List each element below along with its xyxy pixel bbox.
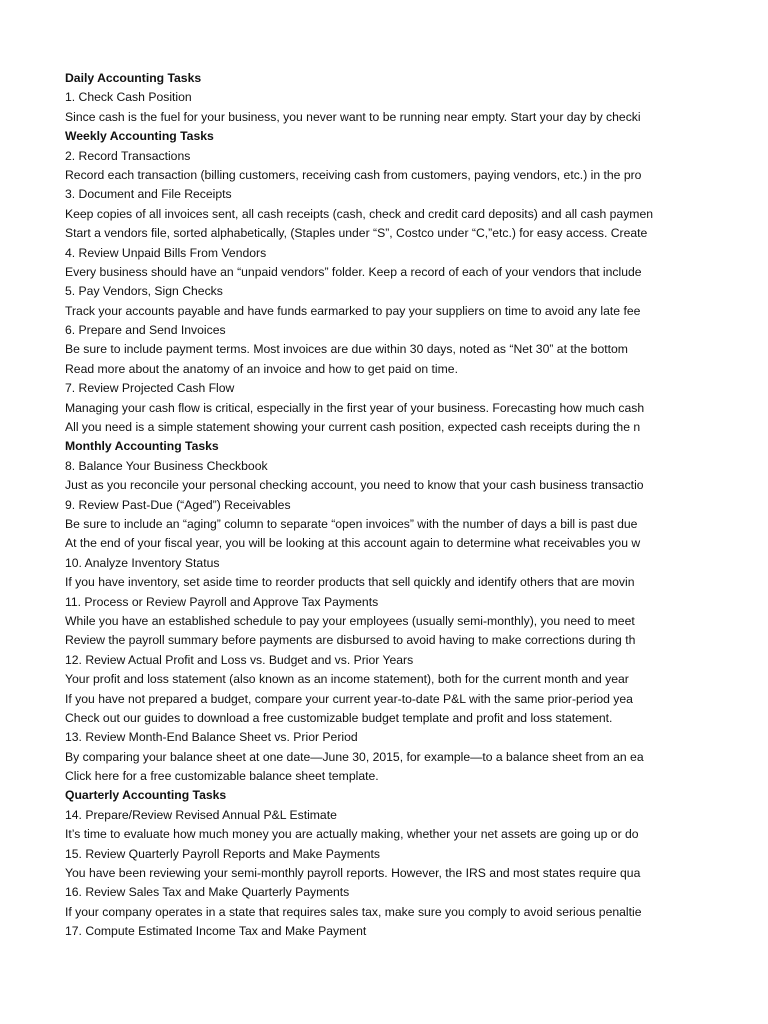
paragraph-line: Review the payroll summary before payments are disbursed to avoid having to make corrections during th [65, 633, 636, 648]
task-heading: 1. Check Cash Position [65, 90, 192, 105]
section-title: Quarterly Accounting Tasks [65, 788, 227, 803]
section-title: Daily Accounting Tasks [65, 71, 202, 85]
task-heading: 15. Review Quarterly Payroll Reports and Make Payments [65, 846, 380, 861]
paragraph-line: If your company operates in a state that requires sales tax, make sure you comply to avoid serious penaltie [65, 904, 642, 919]
paragraph-line: Keep copies of all invoices sent, all cash receipts (cash, check and credit card deposits) and all cash paymen [65, 206, 654, 221]
paragraph-line: Your profit and loss statement (also known as an income statement), both for the current month and year [65, 672, 629, 687]
task-heading: 13. Review Month-End Balance Sheet vs. Prior Period [65, 730, 358, 745]
task-heading: 11. Process or Review Payroll and Approve Tax Payments [65, 594, 379, 609]
paragraph-line: While you have an established schedule to pay your employees (usually semi-monthly), you need to meet [65, 613, 635, 628]
paragraph-line: All you need is a simple statement showing your current cash position, expected cash receipts during the n [65, 420, 641, 435]
paragraph-line: Be sure to include payment terms. Most invoices are due within 30 days, noted as “Net 30” at the bottom [65, 342, 628, 357]
paragraph-line: Track your accounts payable and have funds earmarked to pay your suppliers on time to avoid any late fee [65, 303, 641, 318]
section-title: Monthly Accounting Tasks [65, 439, 219, 454]
paragraph-line: Every business should have an “unpaid vendors” folder. Keep a record of each of your vendors that include [65, 264, 642, 279]
paragraph-line: Start a vendors file, sorted alphabetically, (Staples under “S”, Costco under “C,”etc.) for easy access. Create [65, 226, 648, 241]
task-heading: 14. Prepare/Review Revised Annual P&L Estimate [65, 807, 337, 822]
paragraph-line: Since cash is the fuel for your business, you never want to be running near empty. Start your day by checki [65, 109, 641, 124]
task-heading: 3. Document and File Receipts [65, 187, 232, 202]
document-body [65, 69, 657, 942]
paragraph-line: Be sure to include an “aging” column to separate “open invoices” with the number of days a bill is past due [65, 516, 638, 531]
paragraph-line: Click here for a free customizable balance sheet template. [65, 769, 379, 784]
task-heading: 6. Prepare and Send Invoices [65, 323, 226, 338]
paragraph-line: Just as you reconcile your personal checking account, you need to know that your cash business transactio [65, 478, 644, 493]
task-heading: 17. Compute Estimated Income Tax and Make Payment [65, 924, 367, 939]
paragraph-line: If you have not prepared a budget, compare your current year-to-date P&L with the same prior-period yea [65, 691, 633, 706]
paragraph-line: Managing your cash flow is critical, especially in the first year of your business. Forecasting how much cash [65, 400, 645, 415]
task-heading: 8. Balance Your Business Checkbook [65, 458, 268, 473]
paragraph-line: Record each transaction (billing customers, receiving cash from customers, paying vendors, etc.) in the pro [65, 167, 642, 182]
paragraph-line: Check out our guides to download a free customizable budget template and profit and loss statement. [65, 710, 613, 725]
task-heading: 9. Review Past-Due (“Aged”) Receivables [65, 497, 291, 512]
paragraph-line: You have been reviewing your semi-monthly payroll reports. However, the IRS and most states require qua [65, 866, 641, 881]
task-heading: 7. Review Projected Cash Flow [65, 381, 235, 396]
paragraph-line: By comparing your balance sheet at one date—June 30, 2015, for example—to a balance sheet from an ea [65, 749, 644, 764]
task-heading: 2. Record Transactions [65, 148, 191, 163]
paragraph-line: It’s time to evaluate how much money you are actually making, whether your net assets are going up or do [65, 827, 639, 842]
paragraph-line: Read more about the anatomy of an invoice and how to get paid on time. [65, 361, 458, 376]
task-heading: 16. Review Sales Tax and Make Quarterly Payments [65, 885, 350, 900]
section-title: Weekly Accounting Tasks [65, 129, 214, 144]
task-heading: 5. Pay Vendors, Sign Checks [65, 284, 223, 299]
paragraph-line: At the end of your fiscal year, you will be looking at this account again to determine what receivables you w [65, 536, 641, 551]
task-heading: 10. Analyze Inventory Status [65, 555, 220, 570]
task-heading: 12. Review Actual Profit and Loss vs. Budget and vs. Prior Years [65, 652, 414, 667]
task-heading: 4. Review Unpaid Bills From Vendors [65, 245, 267, 260]
paragraph-line: If you have inventory, set aside time to reorder products that sell quickly and identify others that are movin [65, 575, 635, 590]
